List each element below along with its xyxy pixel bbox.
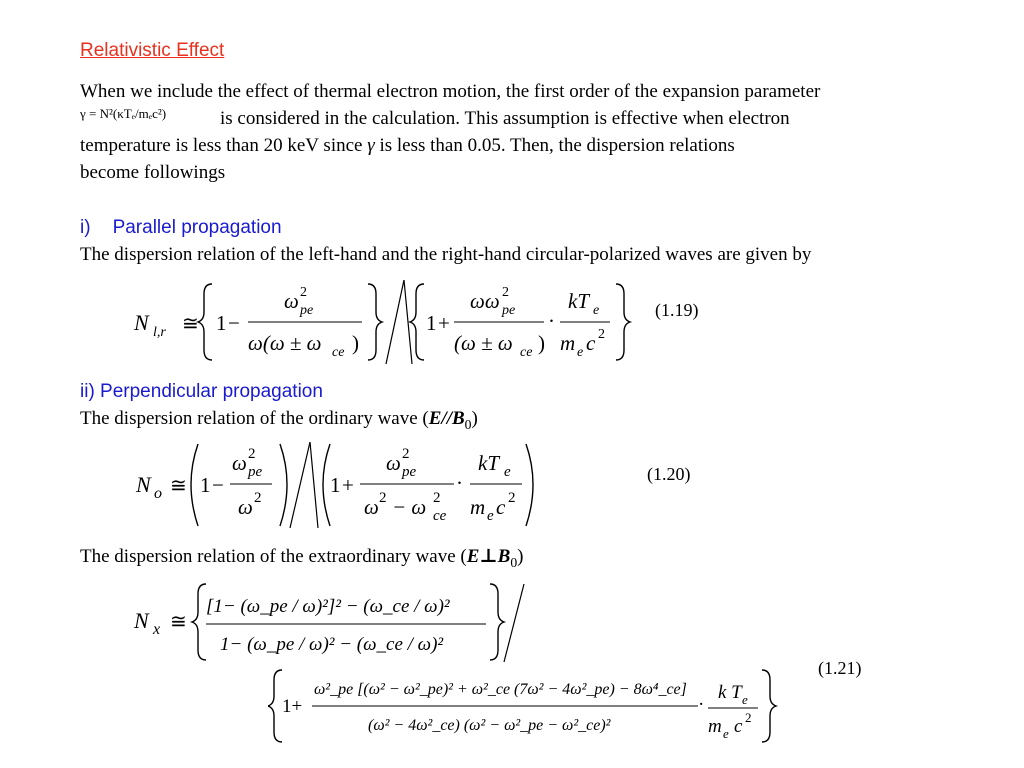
- eq120-den1: ω: [238, 495, 253, 519]
- eq120-mc-sup: 2: [508, 490, 516, 506]
- eq119-num1: ω: [284, 289, 299, 313]
- eq119-kt: kT: [568, 289, 589, 313]
- intro-line-3: [80, 135, 735, 157]
- section-1-marker: i): [80, 217, 91, 238]
- eq120-kt-sub: e: [504, 464, 511, 480]
- eq120-num2: ω: [386, 451, 401, 475]
- eq119-slash-1: [386, 280, 404, 364]
- intro-line-3-b: is less than 0.05. Then, the dispersion relations: [379, 135, 735, 156]
- eq119-mc: m: [560, 331, 576, 355]
- eq119-brace-open-2: [410, 284, 424, 360]
- intro-line-4: become followings: [80, 162, 226, 183]
- eq120-dot: ·: [456, 471, 463, 495]
- eq119-brace-close-2: [616, 284, 630, 360]
- eq119-dot: ·: [548, 309, 555, 333]
- eq120-mc-sub: e: [487, 508, 494, 524]
- ordinary-vector-sub: 0: [464, 416, 472, 432]
- eq120-mc-c: c: [496, 495, 506, 519]
- ordinary-text: The dispersion relation of the ordinary wave (: [80, 408, 429, 429]
- eq119-den1: ω(ω ± ω: [248, 331, 322, 355]
- eq120-approx: ≅: [170, 475, 187, 497]
- eq119-num2-sup: 2: [502, 285, 509, 300]
- eq-number-1-19: (1.19): [655, 300, 699, 320]
- eq119-mc-c: c: [586, 331, 596, 355]
- intro-line-1: When we include the effect of thermal electron motion, the first order of the expansion parameter: [80, 81, 821, 102]
- eq119-num1-sup: 2: [300, 285, 307, 300]
- eq-number-1-20: (1.20): [647, 464, 691, 484]
- eq119-den2-sub: ce: [520, 345, 533, 360]
- eq121-mc-sub: e: [723, 726, 729, 741]
- eq120-slash-1: [290, 442, 310, 528]
- eq119-plus: +: [438, 311, 450, 335]
- eq121-bot-one: 1+: [282, 696, 303, 717]
- eq119-lhs: N: [134, 310, 149, 335]
- eq119-den2-close: ): [538, 331, 545, 355]
- section-1-text: The dispersion relation of the left-hand and the right-hand circular-polarized waves are given by: [80, 244, 812, 265]
- eq119-one-1: 1: [216, 311, 227, 335]
- eq120-paren-close-1: [280, 444, 287, 526]
- eq119-mc-sup: 2: [598, 327, 605, 342]
- eq120-den1-sup: 2: [254, 490, 262, 506]
- ordinary-close: ): [471, 408, 478, 429]
- eq119-approx: ≅: [182, 313, 199, 335]
- eq120-paren-open-1: [191, 444, 198, 526]
- eq120-den2-a-sup: 2: [379, 490, 387, 506]
- eq120-den2-b-sub: ce: [433, 508, 447, 524]
- eq121-dot: ·: [698, 694, 705, 715]
- eq120-paren-open-2: [323, 444, 330, 526]
- eq119-num1-sub: pe: [300, 303, 314, 318]
- eq119-brace-open-1: [198, 284, 212, 360]
- eq120-kt: kT: [478, 451, 499, 475]
- gamma-symbol: γ: [367, 135, 375, 156]
- eq119-num2: ωω: [470, 289, 500, 313]
- eq119-num2-sub: pe: [502, 303, 516, 318]
- equation-1-21-top: [120, 578, 540, 666]
- eq-number-1-21: (1.21): [818, 658, 862, 678]
- eq121-bot-num: ω²_pe [(ω² − ω²_pe)² + ω²_ce (7ω² − 4ω²_pe) − 8ω⁴_ce]: [314, 681, 687, 698]
- eq121-kt: k T: [718, 682, 742, 703]
- extra-vector-sub: 0: [510, 554, 518, 570]
- eq120-num2-sup: 2: [402, 446, 410, 462]
- intro-line-2: is considered in the calculation. This assumption is effective when electron: [220, 108, 790, 129]
- eq120-lhs: N: [136, 472, 151, 497]
- eq121-brace-open-bottom: [268, 670, 282, 742]
- equation-1-20: [120, 436, 560, 532]
- eq119-den1-close: ): [352, 331, 359, 355]
- eq121-brace-open-top: [192, 584, 206, 660]
- eq119-den1-sub: ce: [332, 345, 345, 360]
- eq121-top-num: [1− (ω_pe / ω)²]² − (ω_ce / ω)²: [206, 596, 450, 617]
- eq120-lhs-sub: o: [154, 485, 162, 502]
- eq119-brace-close-1: [368, 284, 382, 360]
- eq119-mc-sub: e: [577, 345, 584, 360]
- eq120-den2-b-sup: 2: [433, 490, 441, 506]
- eq120-den2-a: ω: [364, 495, 379, 519]
- eq121-mc-sup: 2: [745, 710, 752, 725]
- eq120-num1: ω: [232, 451, 247, 475]
- eq119-lhs-sub: l,r: [153, 325, 166, 340]
- eq120-paren-close-2: [526, 444, 533, 526]
- equation-1-19: [120, 272, 660, 368]
- eq120-mc: m: [470, 495, 486, 519]
- eq120-den2-minus: − ω: [392, 495, 427, 519]
- eq121-mc-c: c: [734, 716, 743, 737]
- eq121-mc: m: [708, 716, 722, 737]
- section-2-heading: ii) Perpendicular propagation: [80, 381, 323, 402]
- section-1-title: Parallel propagation: [112, 217, 282, 238]
- section-1-heading: [80, 217, 282, 239]
- eq120-num1-sup: 2: [248, 446, 256, 462]
- eq120-plus: +: [342, 473, 354, 497]
- ordinary-vector: E//B: [428, 408, 465, 429]
- eq119-den2: (ω ± ω: [454, 331, 513, 355]
- ordinary-wave-text: [80, 408, 478, 433]
- eq120-num2-sub: pe: [402, 464, 417, 480]
- page-title: Relativistic Effect: [80, 40, 225, 61]
- eq120-num1-sub: pe: [248, 464, 263, 480]
- equation-1-21-bottom: [268, 664, 788, 746]
- extra-text: The dispersion relation of the extraordinary wave (: [80, 546, 467, 567]
- eq121-slash: [504, 584, 524, 662]
- eq119-minus: −: [228, 311, 240, 335]
- eq121-brace-close-bottom: [762, 670, 776, 742]
- extraordinary-wave-text: [80, 545, 523, 571]
- eq121-bot-den: (ω² − 4ω²_ce) (ω² − ω²_pe − ω²_ce)²: [368, 717, 611, 734]
- eq120-one-1: 1: [200, 473, 211, 497]
- eq119-one-2: 1: [426, 311, 437, 335]
- eq121-approx: ≅: [170, 611, 187, 633]
- eq121-lhs-sub: x: [153, 621, 161, 638]
- eq120-slash-2: [310, 442, 318, 528]
- extra-vector: E⊥B: [466, 546, 511, 567]
- intro-line-3-a: temperature is less than 20 keV since: [80, 135, 363, 156]
- eq121-kt-sub: e: [742, 692, 748, 707]
- extra-close: ): [517, 546, 524, 567]
- eq121-top-den: 1− (ω_pe / ω)² − (ω_ce / ω)²: [220, 634, 444, 655]
- gamma-definition: γ = N²(κTₑ/mₑc²): [80, 106, 167, 121]
- eq119-kt-sub: e: [593, 303, 600, 318]
- eq120-one-2: 1: [330, 473, 341, 497]
- eq121-lhs: N: [134, 608, 149, 633]
- eq120-minus: −: [212, 473, 224, 497]
- eq121-brace-close-top: [490, 584, 504, 660]
